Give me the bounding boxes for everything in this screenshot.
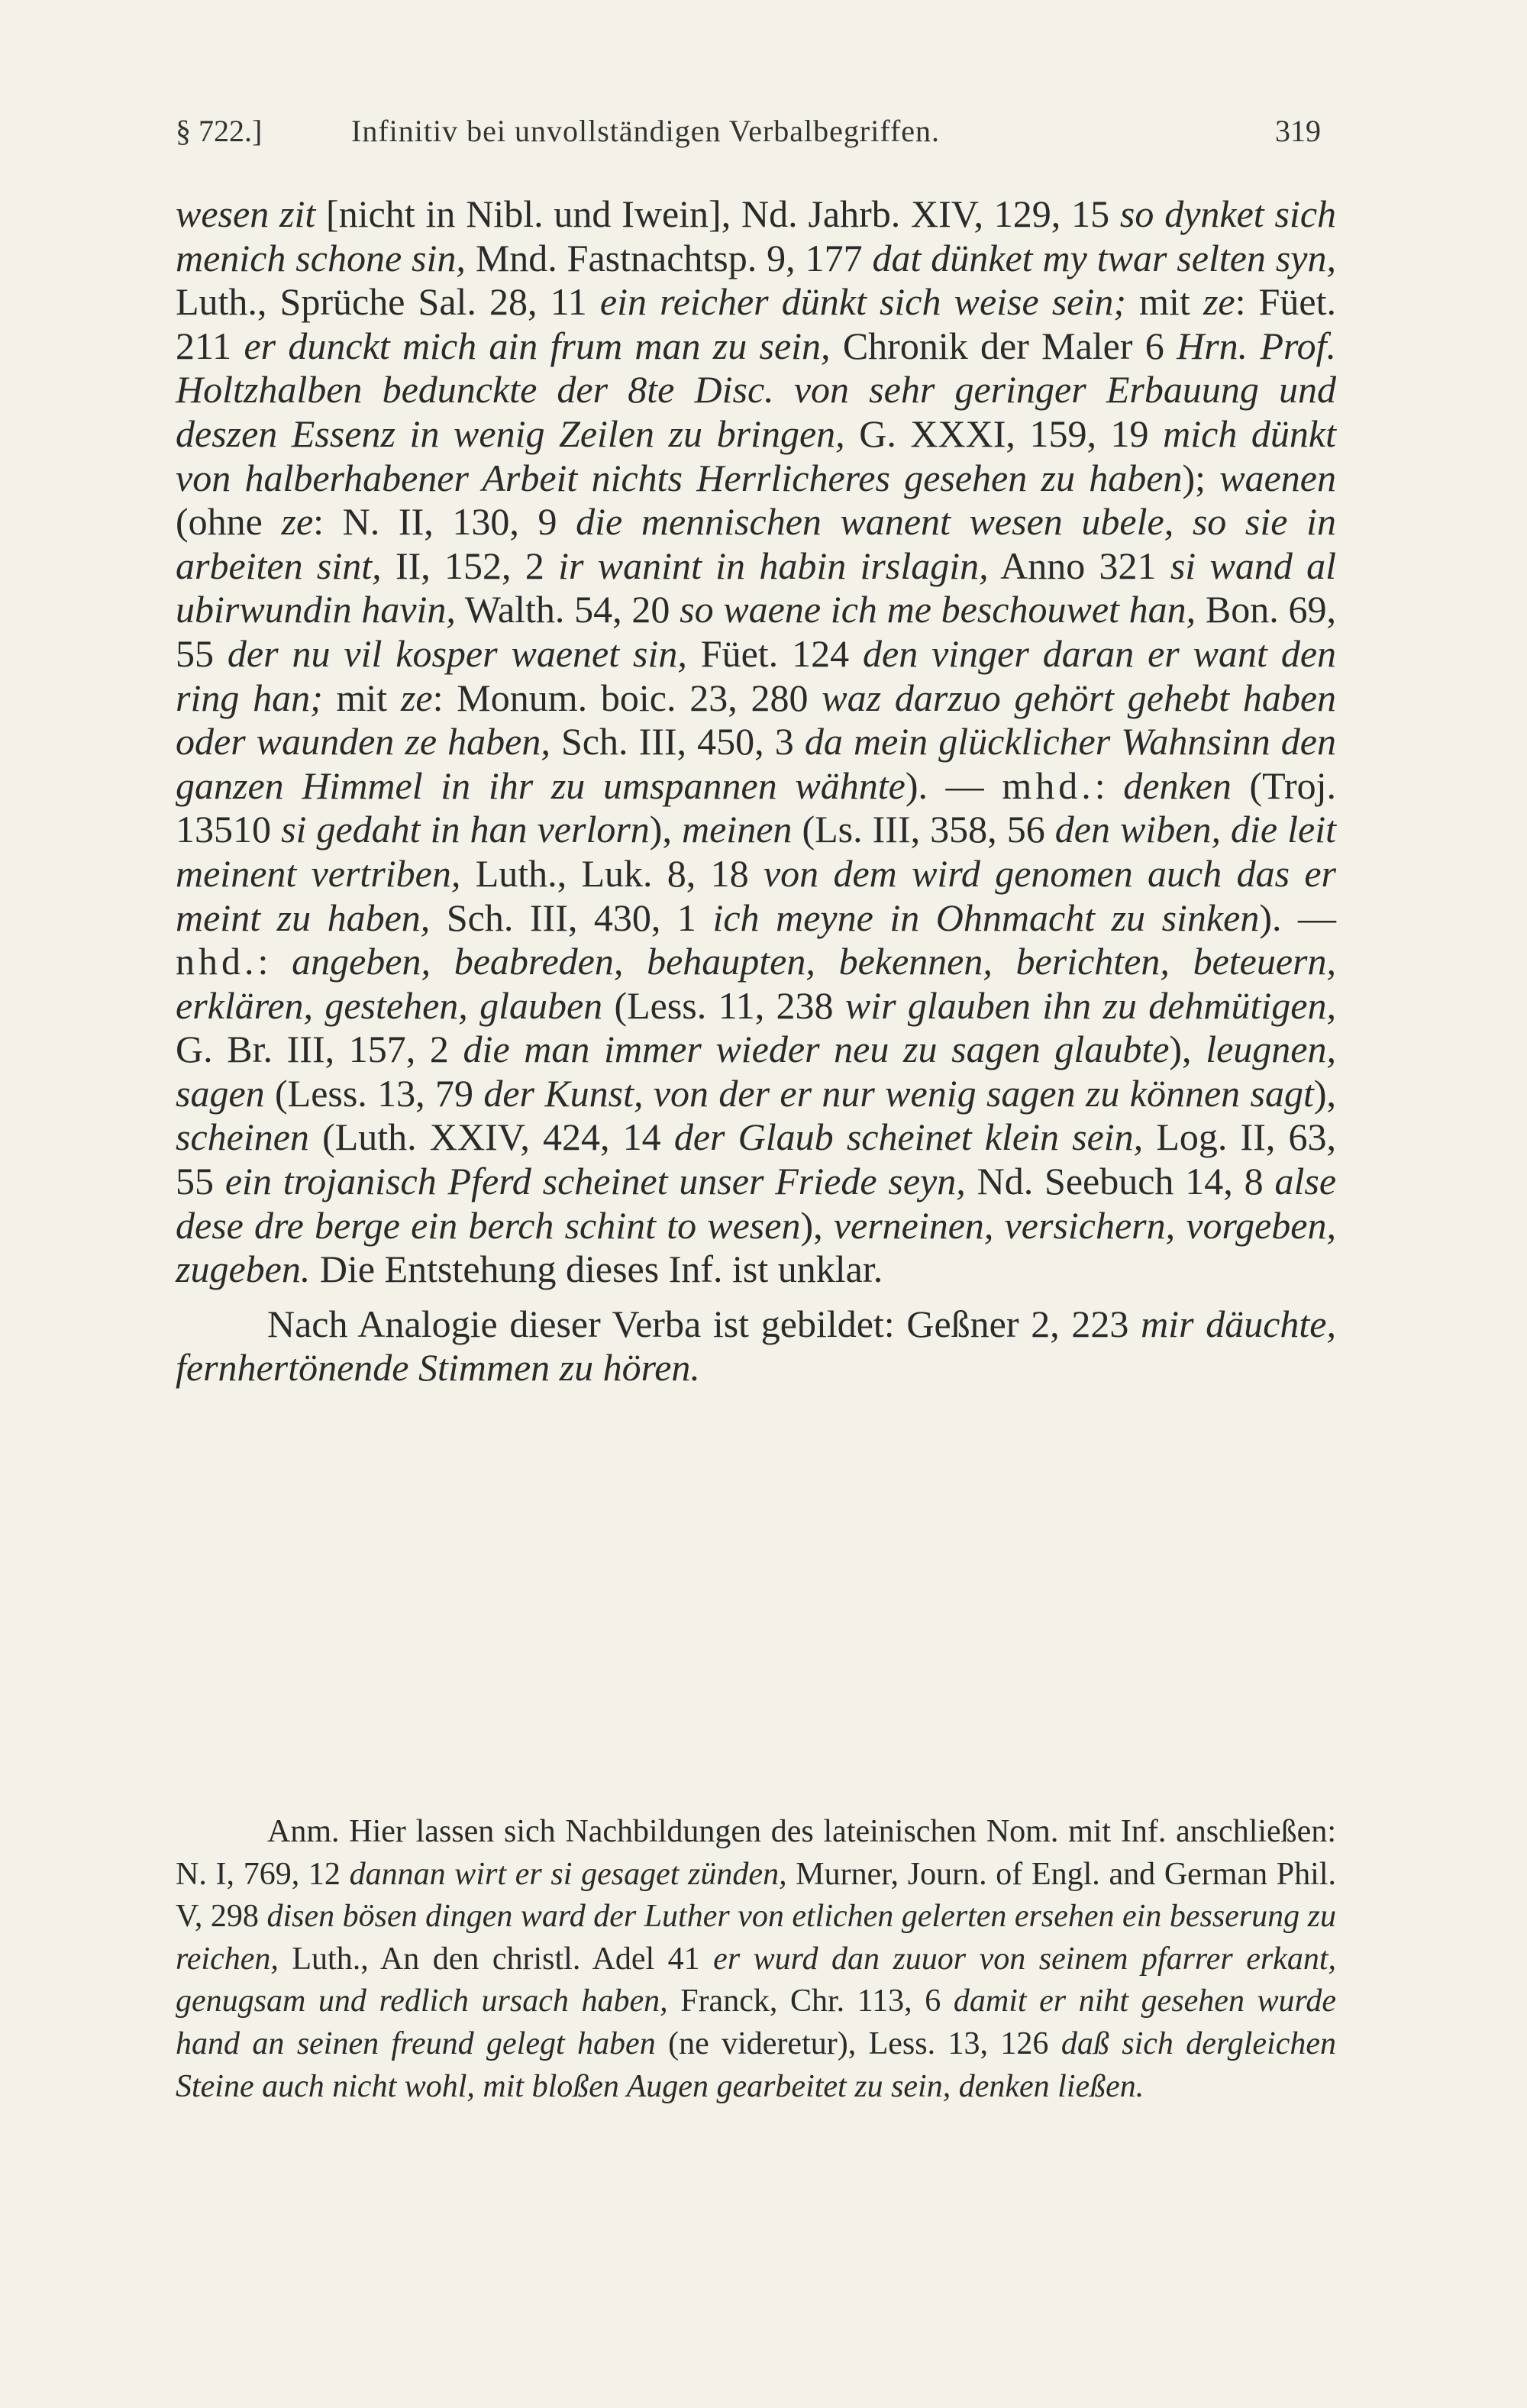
text-segment: Füet. 124 — [686, 631, 863, 675]
text-segment: der nu vil kosper waenet sin, — [227, 631, 687, 675]
running-title: Infinitiv bei unvollständigen Verbalbegriffen. — [351, 114, 941, 148]
text-segment: die mennischen wanent wesen ubele, so sie in arbeiten sint, — [176, 500, 1336, 587]
text-segment: Bon. 69, 55 — [176, 588, 1337, 675]
text-segment: Luth., Luk. 8, 18 — [460, 851, 764, 895]
text-segment: (ohne — [176, 500, 282, 544]
paragraph-analogy — [176, 1302, 1336, 1390]
text-segment: : N. II, 130, 9 — [313, 500, 576, 544]
text-segment: der Kunst, von der er nur wenig sagen zu können sagt — [483, 1071, 1314, 1115]
text-segment: : — [1094, 763, 1124, 807]
text-segment: mich dünkt von halberhabener Arbeit nichts Herrlicheres gesehen zu haben — [176, 412, 1336, 499]
text-segment: er wurd dan zuuor von seinem pfarrer erkant, genugsam und redlich ursach haben, — [176, 1941, 1336, 2019]
text-segment: mhd. — [1002, 763, 1095, 807]
text-segment: (Troj. 13510 — [176, 763, 1336, 851]
text-segment: ze — [1203, 280, 1235, 324]
text-segment: (Luth. XXIV, 424, 14 — [308, 1115, 674, 1159]
running-header — [176, 113, 1321, 159]
text-segment: Sch. III, 430, 1 — [430, 896, 713, 939]
text-segment: si gedaht in han verlorn — [281, 808, 650, 851]
text-segment: ), — [1169, 1028, 1206, 1071]
text-segment: : Monum. boic. 23, 280 — [432, 676, 822, 719]
text-segment: den wiben, die leit meinent vertriben, — [176, 808, 1337, 895]
page-number: 319 — [1275, 114, 1321, 148]
text-segment: mit — [322, 676, 401, 719]
text-segment: den vinger daran er want den ring han; — [176, 631, 1337, 719]
text-segment: (Less. 11, 238 — [602, 983, 845, 1027]
text-segment: ), — [800, 1203, 834, 1247]
text-segment: ), — [649, 808, 682, 851]
text-segment: Franck, Chr. 113, 6 — [667, 1984, 954, 2019]
section-number: § 722.] — [176, 114, 263, 148]
text-segment: nhd. — [176, 940, 258, 983]
text-segment: Murner, Journ. of Engl. and German Phil. V, 298 — [176, 1856, 1336, 1935]
annotation-note — [176, 1811, 1336, 2108]
text-segment: ze — [281, 500, 314, 544]
text-segment: meinen — [682, 808, 793, 851]
text-segment: ein trojanisch Pferd scheinet unser Friede seyn, — [224, 1160, 966, 1203]
text-segment: Nach Analogie dieser Verba ist gebildet: Geßner 2, 223 — [267, 1302, 1141, 1345]
text-segment: alse dese dre berge ein berch schint to wesen — [176, 1160, 1337, 1247]
text-segment: Walth. 54, 20 — [455, 588, 680, 631]
text-segment: G. Br. III, 157, 2 — [176, 1028, 463, 1071]
text-segment: scheinen — [176, 1115, 309, 1159]
text-segment: ). — — [1259, 896, 1337, 939]
text-segment: Anm. Hier lassen sich Nachbildungen des lateinischen Nom. mit Inf. anschließen: N. I, 769, 12 — [176, 1814, 1336, 1892]
text-segment: wir glauben ihn zu dehmütigen, — [844, 983, 1336, 1027]
text-segment: Luth., An den christl. Adel 41 — [278, 1941, 714, 1977]
text-segment: ze — [400, 676, 433, 719]
text-segment: : Füet. 211 — [176, 280, 1336, 367]
text-segment: Chronik der Maler 6 — [830, 324, 1177, 367]
text-segment: (Less. 13, 79 — [264, 1071, 484, 1115]
text-segment: da mein glücklicher Wahnsinn den ganzen Himmel in ihr zu umspannen wähnte — [176, 720, 1336, 807]
text-segment: daß sich dergleichen Steine auch nicht wohl, mit bloßen Augen gearbeitet zu sein, denken ließen. — [176, 2025, 1336, 2104]
text-segment: Die Entstehung dieses Inf. ist unklar. — [310, 1248, 883, 1291]
text-segment: wesen zit — [176, 192, 316, 235]
text-segment: ), — [1313, 1071, 1336, 1115]
text-segment: mir däuchte, fernhertönende Stimmen zu hören. — [176, 1302, 1336, 1390]
text-segment: (ne videretur), Less. 13, 126 — [655, 2025, 1061, 2061]
text-segment: disen bösen dingen ward der Luther von etlichen gelerten ersehen ein besserung zu reichen, — [176, 1899, 1336, 1977]
text-segment: ir wanint in habin irslagin, — [558, 544, 989, 587]
text-segment: Anno 321 — [988, 544, 1170, 587]
text-segment: Hrn. Prof. Holtzhalben bedunckte der 8te Disc. von sehr geringer Erbauung und deszen Essenz in wenig Zeilen zu bringen, — [176, 324, 1336, 455]
text-segment: leugnen, sagen — [176, 1028, 1336, 1115]
text-segment: [nicht in Nibl. und Iwein], Nd. Jahrb. XIV, 129, 15 — [315, 192, 1120, 235]
text-segment: angeben, beabreden, behaupten, bekennen, berichten, beteuern, erklären, gestehen, glauben — [176, 940, 1336, 1027]
main-text — [176, 192, 1336, 1390]
text-segment: so waene ich me beschouwet han, — [680, 588, 1196, 631]
text-segment: ). — — [905, 763, 1002, 807]
text-segment: si wand al ubirwundin havin, — [176, 544, 1336, 631]
text-segment: er dunckt mich ain frum man zu sein, — [244, 324, 831, 367]
text-segment: G. XXXI, 159, 19 — [844, 412, 1164, 455]
text-segment: denken — [1123, 763, 1232, 807]
text-segment: damit er niht gesehen wurde hand an seinen freund gelegt haben — [176, 1984, 1336, 2061]
text-segment: dat dünket my twar selten syn, — [872, 236, 1336, 279]
text-segment: so dynket sich menich schone sin, — [176, 192, 1337, 279]
text-segment: Log. II, 63, 55 — [176, 1115, 1337, 1203]
text-segment: der Glaub scheinet klein sein, — [673, 1115, 1144, 1159]
text-segment: waz darzuo gehört gehebt haben oder waunden ze haben, — [176, 676, 1337, 763]
text-segment: ein reicher dünkt sich weise sein; — [599, 280, 1127, 324]
text-segment: dannan wirt er si gesaget zünden, — [349, 1856, 787, 1892]
text-segment: verneinen, versichern, vorgeben, zugeben. — [176, 1203, 1337, 1291]
text-segment: ); — [1182, 456, 1220, 499]
text-segment: Sch. III, 450, 3 — [550, 720, 805, 763]
text-segment: von dem wird genomen auch das er meint zu haben, — [176, 851, 1336, 939]
text-segment: Nd. Seebuch 14, 8 — [965, 1160, 1275, 1203]
text-segment: II, 152, 2 — [381, 544, 559, 587]
text-segment: mit — [1126, 280, 1203, 324]
paragraph-main — [176, 192, 1336, 1292]
text-segment: Mnd. Fastnachtsp. 9, 177 — [465, 236, 873, 279]
text-segment: (Ls. III, 358, 56 — [792, 808, 1055, 851]
text-segment: waenen — [1219, 456, 1336, 499]
text-segment: Luth., Sprüche Sal. 28, 11 — [176, 280, 600, 324]
text-segment: die man immer wieder neu zu sagen glaubte — [463, 1028, 1170, 1071]
annotation-paragraph — [176, 1811, 1336, 2108]
text-segment: : — [257, 940, 292, 983]
text-segment: ich meyne in Ohnmacht zu sinken — [712, 896, 1260, 939]
